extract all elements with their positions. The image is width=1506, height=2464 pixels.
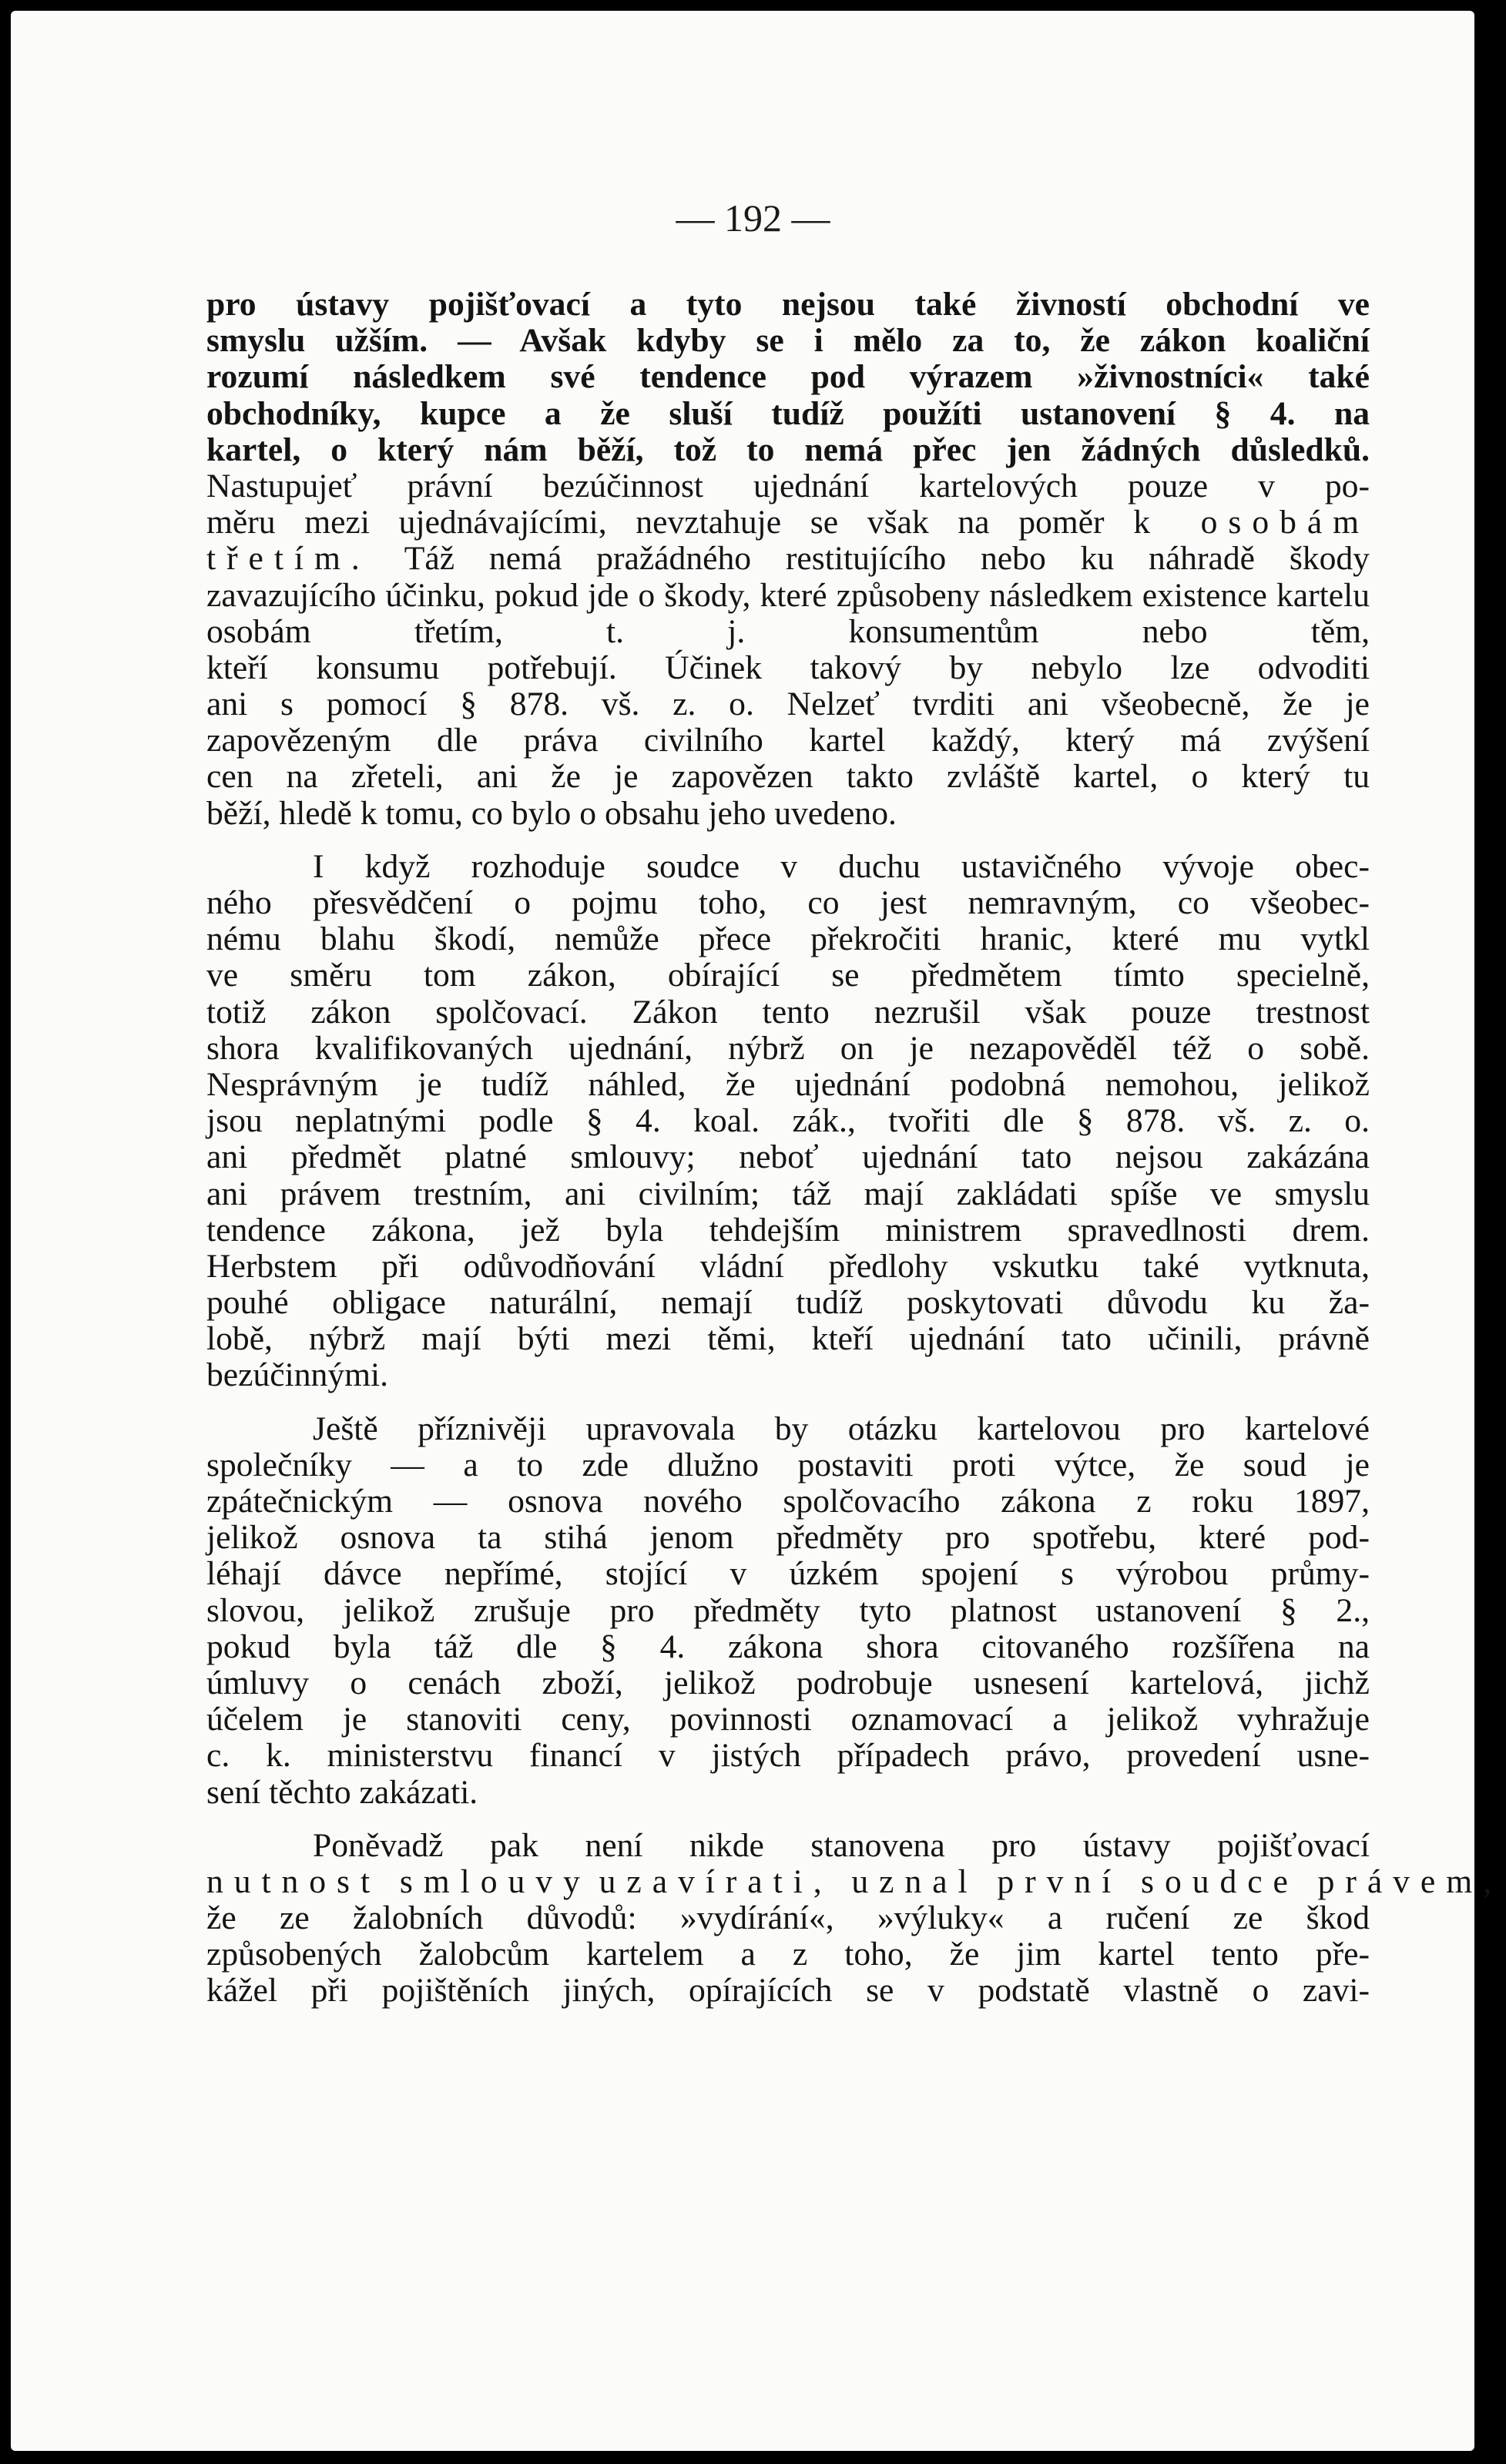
- text-segment: Táž nemá pražádného restitujícího nebo ku náhradě škody: [404, 540, 1370, 578]
- text-line: Nesprávným je tudíž náhled, že ujednání podobná nemohou, jelikož: [206, 1065, 1370, 1103]
- text-line: způsobených žalobcům kartelem a z toho, že jim kartel tento pře-: [206, 1936, 1370, 1973]
- text-line: ani právem trestním, ani civilním; táž mají zakládati spíše ve smyslu: [206, 1175, 1370, 1212]
- text-line: ani s pomocí § 878. vš. z. o. Nelzeť tvrditi ani všeobecně, že je: [206, 686, 1370, 723]
- text-line: účelem je stanoviti ceny, povinnosti oznamovací a jelikož vyhražuje: [206, 1701, 1370, 1738]
- text-line: Herbstem při odůvodňování vládní předlohy vskutku také vytknuta,: [206, 1247, 1370, 1285]
- text-line: bezúčinnými.: [206, 1356, 389, 1394]
- text-line: Poněvadž pak není nikde stanovena pro ústavy pojišťovací: [313, 1826, 1370, 1864]
- text-line: zapovězeným dle práva civilního kartel každý, který má zvýšení: [206, 722, 1370, 759]
- text-line: c. k. ministerstvu financí v jistých případech právo, provedení usne-: [206, 1737, 1370, 1775]
- text-line: shora kvalifikovaných ujednání, nýbrž on je nezapověděl též o sobě.: [206, 1029, 1370, 1067]
- emphasized-text: nutnost smlouvy: [206, 1862, 591, 1900]
- text-line: ani předmět platné smlouvy; neboť ujednání tato nejsou zakázána: [206, 1138, 1370, 1176]
- text-line: kteří konsumu potřebují. Účinek takový by nebylo lze odvoditi: [206, 649, 1370, 686]
- paragraph-3: [206, 1411, 1370, 1811]
- paragraph-4: [206, 1826, 1502, 2010]
- text-line: Ještě příznivěji upravovala by otázku kartelovou pro kartelové: [313, 1410, 1370, 1447]
- text-line: slovou, jelikož zrušuje pro předměty tyto platnost ustanovení § 2.,: [206, 1591, 1370, 1629]
- text-line: ve směru tom zákon, obírající se předmětem tímto specielně,: [206, 957, 1370, 994]
- paragraph-2: [206, 849, 1370, 1394]
- text-line: běží, hledě k tomu, co bylo o obsahu jeho uvedeno.: [206, 794, 897, 832]
- text-line: ného přesvědčení o pojmu toho, co jest nemravným, co všeobec-: [206, 884, 1370, 922]
- text-line: nému blahu škodí, nemůže přece překročiti hranic, které mu vytkl: [206, 920, 1370, 958]
- text-line: pro ústavy pojišťovací a tyto nejsou také živností obchodní ve: [206, 286, 1370, 323]
- text-line: pokud byla táž dle § 4. zákona shora citovaného rozšířena na: [206, 1628, 1370, 1665]
- text-line: jsou neplatnými podle § 4. koal. zák., tvořiti dle § 878. vš. z. o.: [206, 1102, 1370, 1140]
- text-segment: uzavírati, uznal první soudce právem,: [599, 1862, 1502, 1900]
- text-line: kážel při pojištěních jiných, opírajících se v podstatě vlastně o zavi-: [206, 1972, 1370, 2010]
- text-line: [206, 1862, 1502, 1900]
- text-segment: zavazujícího účinku, pokud jde o škody, které způsobeny následkem existence kartelu osobám třetím, t. j. konsumentům nebo těm,: [206, 576, 1370, 650]
- text-line: [206, 505, 1370, 541]
- text-line: úmluvy o cenách zboží, jelikož podrobuje usnesení kartelová, jichž: [206, 1664, 1370, 1701]
- text-line: že ze žalobních důvodů: »vydírání«, »výluky« a ručení ze škod: [206, 1899, 1370, 1937]
- text-line: sení těchto zakázati.: [206, 1773, 478, 1811]
- text-line: jelikož osnova ta stihá jenom předměty pro spotřebu, které pod-: [206, 1519, 1370, 1557]
- page-number: — 192 —: [676, 196, 830, 240]
- emphasized-text: třetím.: [206, 540, 371, 578]
- text-line: lobě, nýbrž mají býti mezi těmi, kteří ujednání tato učinili, právně: [206, 1320, 1370, 1358]
- text-line: společníky — a to zde dlužno postaviti proti výtce, že soud je: [206, 1446, 1370, 1483]
- text-line: I když rozhoduje soudce v duchu ustavičného vývoje obec-: [313, 847, 1370, 885]
- text-line: tendence zákona, jež byla tehdejším ministrem spravedlnosti drem.: [206, 1211, 1370, 1249]
- text-line: rozumí následkem své tendence pod výrazem »živnostníci« také: [206, 358, 1370, 396]
- text-line: zpátečnickým — osnova nového spolčovacího zákona z roku 1897,: [206, 1483, 1370, 1520]
- text-line: cen na zřeteli, ani že je zapovězen takto zvláště kartel, o který tu: [206, 758, 1370, 796]
- text-line: léhají dávce nepřímé, stojící v úzkém spojení s výrobou průmy-: [206, 1555, 1370, 1593]
- paragraph-1: [206, 287, 1370, 832]
- text-line: pouhé obligace naturální, nemají tudíž poskytovati důvodu ku ža-: [206, 1284, 1370, 1322]
- text-line: [206, 541, 1370, 577]
- text-line: [206, 578, 1370, 650]
- text-line: Nastupujeť právní bezúčinnost ujednání kartelových pouze v po-: [206, 467, 1370, 505]
- text-segment: měru mezi ujednávajícími, nevztahuje se však na poměr: [206, 504, 1105, 541]
- body-text: [206, 286, 1502, 2010]
- text-line: totiž zákon spolčovací. Zákon tento nezrušil však pouze trestnost: [206, 993, 1370, 1031]
- text-line: smyslu užším. — Avšak kdyby se i mělo za to, že zákon koaliční: [206, 322, 1370, 360]
- emphasized-text: k osobám: [1133, 504, 1370, 541]
- text-line: kartel, o který nám běží, tož to nemá přec jen žádných důsledků.: [206, 431, 1370, 468]
- text-line: obchodníky, kupce a že sluší tudíž použíti ustanovení § 4. na: [206, 394, 1370, 432]
